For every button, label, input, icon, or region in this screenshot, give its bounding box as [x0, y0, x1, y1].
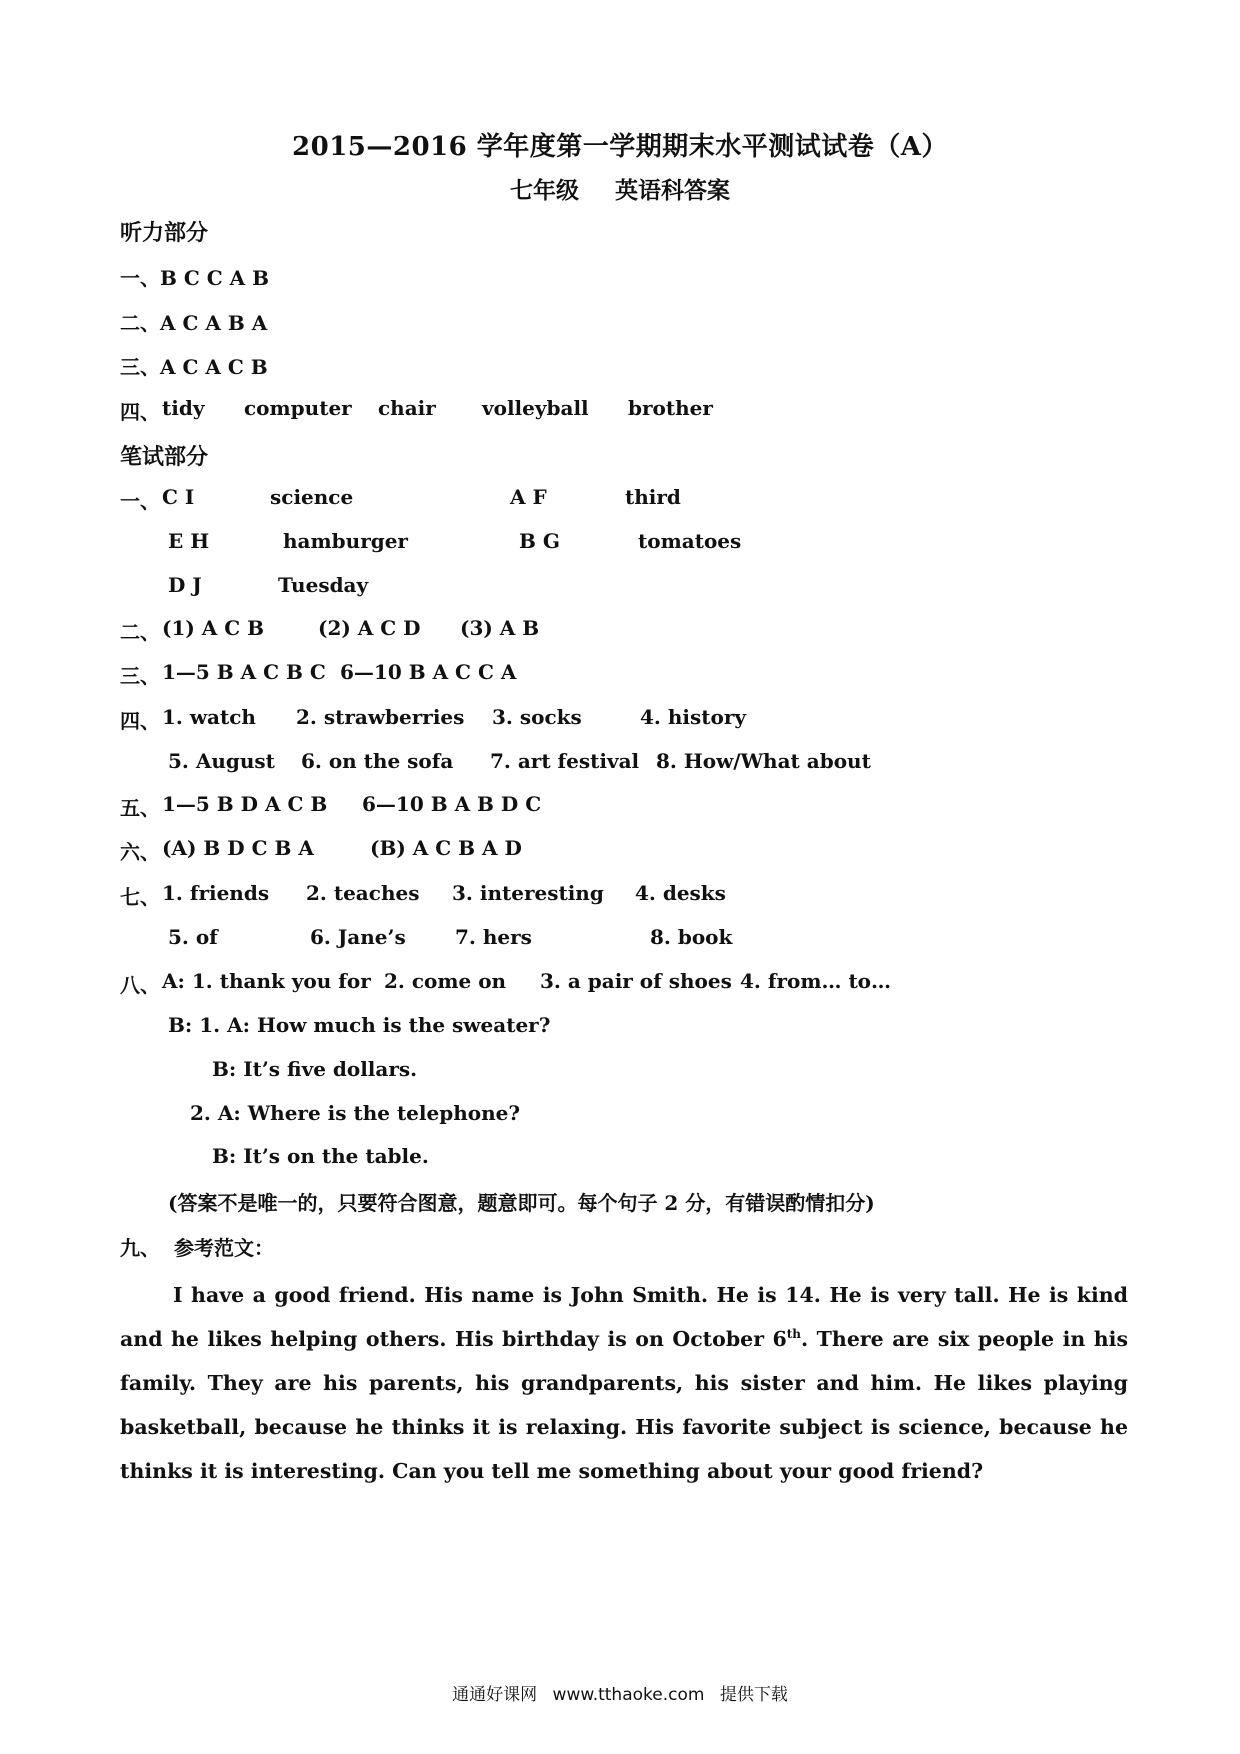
answer-item: (A) B D C B A [162, 836, 314, 860]
question-number: 二、 [120, 620, 160, 644]
written-row-5 [120, 660, 1120, 690]
footer-site-name: 通通好课网 [452, 1685, 538, 1705]
written-row-7 [120, 749, 1120, 779]
written-row-8 [120, 792, 1120, 822]
ordinal-suffix: th [786, 1327, 802, 1342]
essay-heading-label: 参考范文： [174, 1236, 274, 1260]
question-number: 五、 [120, 796, 160, 820]
subject-label: 英语科答案 [615, 177, 730, 204]
answer-item: chair [378, 396, 436, 420]
answer-item: (B) A C B A D [370, 836, 522, 860]
answer-item: 6—10 B A C C A [340, 660, 517, 684]
answer-item: 6. on the sofa [301, 749, 454, 773]
answer-item: (2) A C D [318, 616, 421, 640]
page-subtitle [0, 172, 1240, 205]
answer-item: 6—10 B A B D C [362, 792, 542, 816]
question-number: 八、 [120, 973, 160, 997]
answer-item: third [625, 485, 681, 509]
answer-item: 5. of [168, 925, 218, 949]
answer-item: tidy [162, 396, 205, 420]
answer-item: 3. interesting [452, 881, 604, 905]
written-row-4 [120, 616, 1120, 646]
question-number: 六、 [120, 840, 160, 864]
footer-suffix: 提供下载 [719, 1685, 788, 1705]
answer-item: 2. A: Where is the telephone? [190, 1101, 521, 1125]
listening-row-1 [120, 262, 269, 291]
question-number: 三、 [120, 664, 160, 688]
answer-item: hamburger [283, 529, 408, 553]
answer-item: 3. a pair of shoes [540, 969, 732, 993]
listening-row-2 [120, 307, 267, 336]
written-row-9 [120, 836, 1120, 866]
answer-item: 4. history [640, 705, 746, 729]
answer-item: B: It’s five dollars. [212, 1057, 418, 1081]
answer-item: 7. art festival [490, 749, 640, 773]
answer-item: 4. desks [635, 881, 726, 905]
written-row-13 [120, 1013, 1120, 1043]
answer-item: 8. How/What about [656, 749, 871, 773]
written-row-2 [120, 529, 1120, 559]
question-number: 四、 [120, 709, 160, 733]
answer-item: Tuesday [278, 573, 369, 597]
answer-item: 6. Jane’s [310, 925, 406, 949]
answer-item: A F [510, 485, 547, 509]
written-row-14 [120, 1057, 1120, 1087]
answer-item: B: It’s on the table. [212, 1144, 429, 1168]
essay-heading [120, 1232, 274, 1261]
answer-item: B C C A B [160, 266, 270, 290]
written-row-16 [120, 1144, 1120, 1174]
question-number: 三、 [120, 355, 160, 379]
answer-item: 2. teaches [306, 881, 420, 905]
answer-item: C I [162, 485, 195, 509]
written-row-11 [120, 925, 1120, 955]
answer-item: brother [628, 396, 713, 420]
question-number: 九、 [120, 1236, 160, 1260]
answer-item: B G [519, 529, 560, 553]
footer-url[interactable]: www.tthaoke.com [552, 1685, 705, 1705]
written-row-12 [120, 969, 1120, 999]
answer-item: (1) A C B [162, 616, 265, 640]
written-row-10 [120, 881, 1120, 911]
question-number: 七、 [120, 885, 160, 909]
answer-item: computer [244, 396, 352, 420]
page-title: 2015—2016 学年度第一学期期末水平测试试卷（A） [292, 132, 948, 162]
answer-item: 1. friends [162, 881, 270, 905]
answer-item: 8. book [650, 925, 733, 949]
answer-item: 3. socks [492, 705, 582, 729]
sample-essay [120, 1273, 1128, 1493]
answer-item: 1—5 B D A C B [162, 792, 328, 816]
question-number: 二、 [120, 311, 160, 335]
listening-row-4 [120, 396, 1120, 426]
question-number: 一、 [120, 266, 160, 290]
answer-item: tomatoes [638, 529, 742, 553]
question-number: 四、 [120, 400, 160, 424]
essay-text-part-2: . There are six people in his family. They are his parents, his grandparents, his sister and him. He likes playing basketball, because he thinks it is relaxing. His favorite subject is science, because he thinks it is interesting. Can you tell me something about your good friend? [120, 1327, 1128, 1483]
grade-label: 七年级 [509, 177, 579, 204]
listening-heading: 听力部分 [120, 220, 209, 246]
written-row-6 [120, 705, 1120, 735]
written-heading: 笔试部分 [120, 444, 209, 470]
written-row-15 [120, 1101, 1120, 1131]
answer-item: D J [168, 573, 202, 597]
answer-item: science [270, 485, 354, 509]
answer-item: (3) A B [460, 616, 540, 640]
written-row-1 [120, 485, 1120, 515]
listening-row-3 [120, 351, 268, 380]
answer-item: 1—5 B A C B C [162, 660, 326, 684]
answer-item: 5. August [168, 749, 275, 773]
page-footer [0, 1680, 1240, 1705]
written-row-3 [120, 573, 1120, 603]
answer-item: 7. hers [455, 925, 532, 949]
answer-item: A C A B A [160, 311, 268, 335]
answer-item: 1. watch [162, 705, 256, 729]
question-number: 一、 [120, 489, 160, 513]
answer-item: A: 1. thank you for [162, 969, 371, 993]
answer-item: volleyball [482, 396, 589, 420]
answer-item: 2. strawberries [296, 705, 465, 729]
answer-item: E H [168, 529, 210, 553]
essay-text-part-1: I have a good friend. His name is John Smith. He is 14. He is very tall. He is kind and he likes helping others. His birthday is on October 6 [120, 1283, 1128, 1351]
answer-item: 4. from… to… [740, 969, 892, 993]
grading-note: (答案不是唯一的，只要符合图意，题意即可。每个句子 2 分，有错误酌情扣分) [168, 1191, 875, 1215]
answer-item: A C A C B [160, 355, 268, 379]
answer-item: B: 1. A: How much is the sweater? [168, 1013, 551, 1037]
answer-item: 2. come on [384, 969, 507, 993]
